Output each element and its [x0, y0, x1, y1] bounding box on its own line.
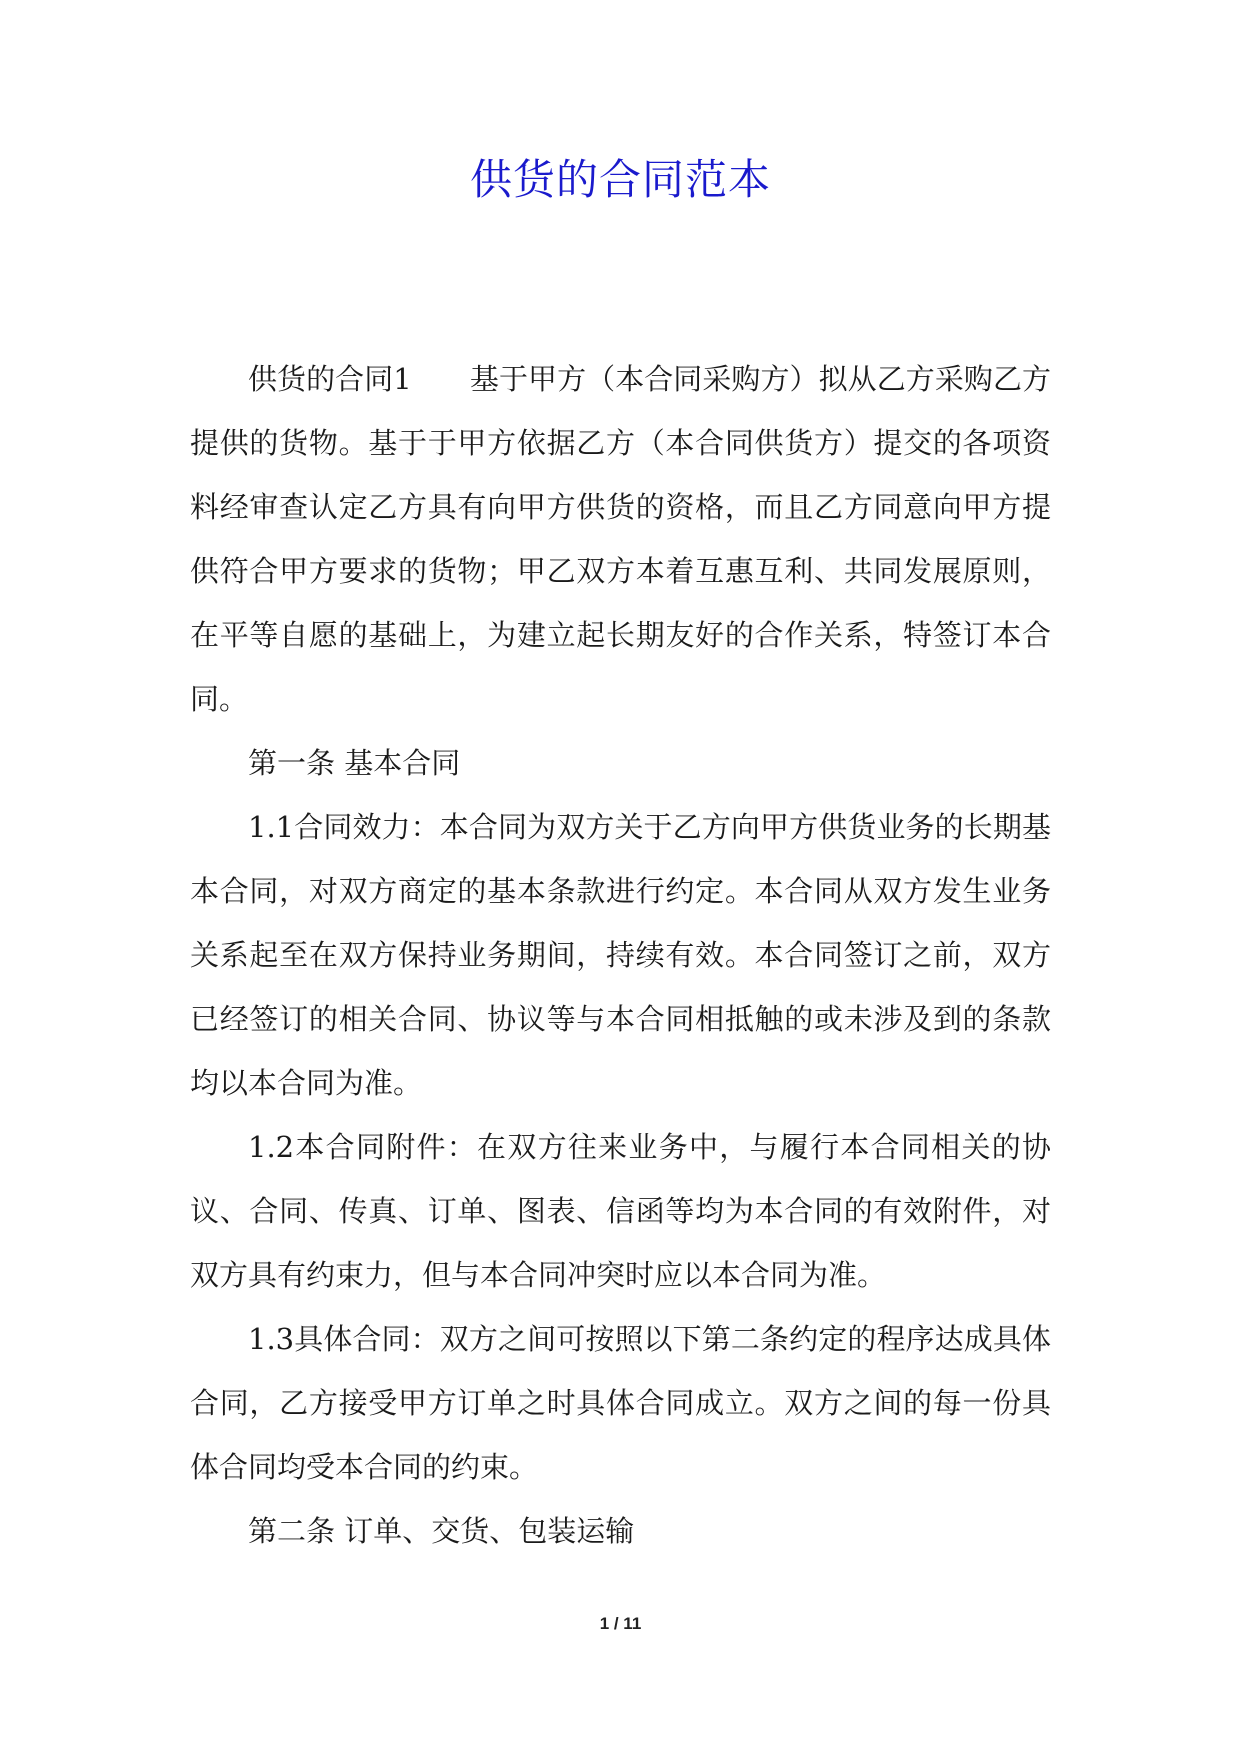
clause-1-1: 1.1合同效力：本合同为双方关于乙方向甲方供货业务的长期基本合同，对双方商定的基本条款进行约定。本合同从双方发生业务关系起至在双方保持业务期间，持续有效。本合同签订之前，双方已经签订的相关合同、协议等与本合同相抵触的或未涉及到的条款均以本合同为准。	[190, 810, 1051, 1100]
clause-1-3: 1.3具体合同：双方之间可按照以下第二条约定的程序达成具体合同，乙方接受甲方订单之时具体合同成立。双方之间的每一份具体合同均受本合同的约束。	[190, 1322, 1051, 1484]
document-title: 供货的合同范本	[469, 155, 771, 204]
clause-1-2: 1.2本合同附件：在双方往来业务中，与履行本合同相关的协议、合同、传真、订单、图表、信函等均为本合同的有效附件，对双方具有约束力，但与本合同冲突时应以本合同为准。	[190, 1130, 1051, 1292]
article-2-heading: 第二条 订单、交货、包装运输	[248, 1514, 635, 1548]
document-body	[190, 347, 1051, 1563]
article-1-heading: 第一条 基本合同	[248, 746, 461, 780]
page-indicator: 1 / 11	[599, 1614, 642, 1633]
paragraph-intro: 供货的合同1 基于甲方（本合同采购方）拟从乙方采购乙方提供的货物。基于于甲方依据乙方（本合同供货方）提交的各项资料经审查认定乙方具有向甲方供货的资格，而且乙方同意向甲方提供符合甲方要求的货物；甲乙双方本着互惠互利、共同发展原则，在平等自愿的基础上，为建立起长期友好的合作关系，特签订本合同。	[190, 362, 1051, 716]
